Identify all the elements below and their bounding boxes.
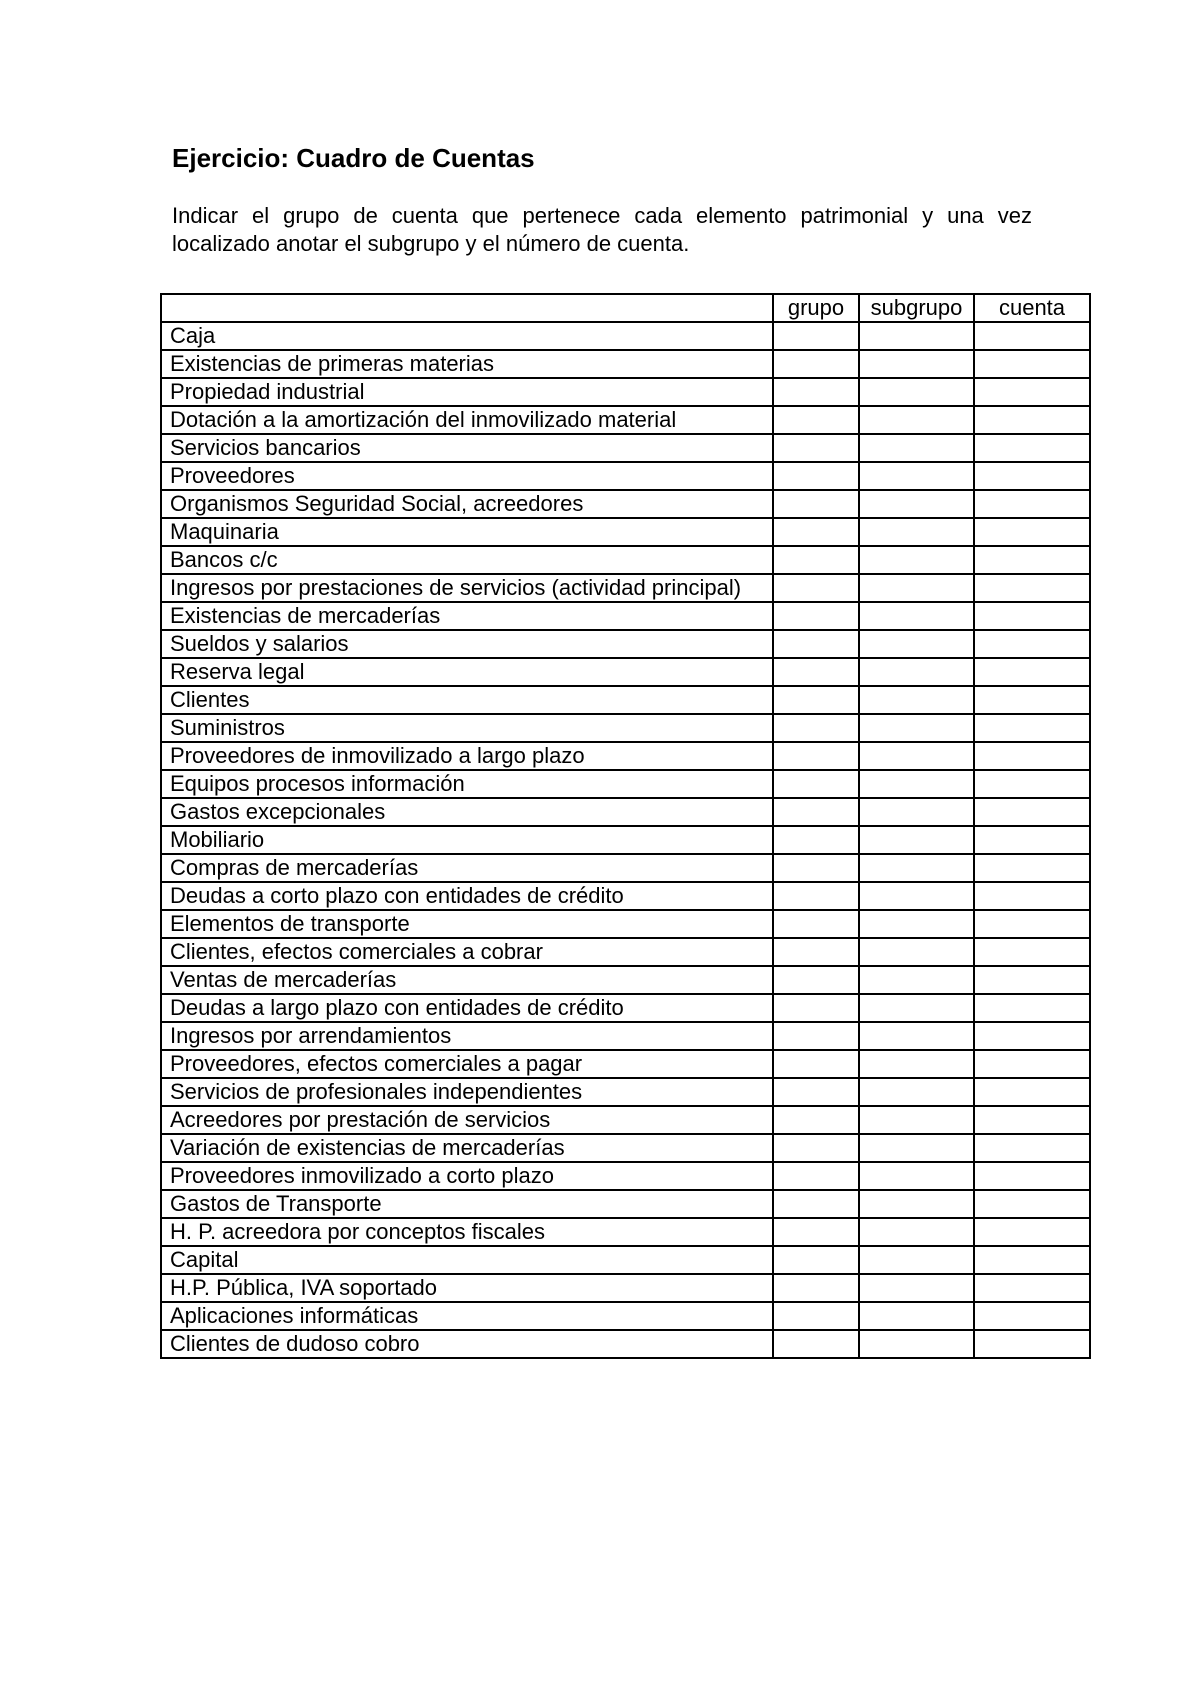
accounts-table <box>160 293 1091 1359</box>
subgrupo-cell[interactable] <box>859 1134 974 1162</box>
table-row <box>161 742 1090 770</box>
grupo-cell[interactable] <box>773 574 859 602</box>
grupo-cell[interactable] <box>773 994 859 1022</box>
grupo-cell[interactable] <box>773 742 859 770</box>
row-label: Variación de existencias de mercaderías <box>161 1134 773 1162</box>
table-row <box>161 714 1090 742</box>
subgrupo-cell[interactable] <box>859 966 974 994</box>
table-row <box>161 1190 1090 1218</box>
cuenta-cell[interactable] <box>974 1302 1090 1330</box>
cuenta-cell[interactable] <box>974 490 1090 518</box>
subgrupo-cell[interactable] <box>859 1162 974 1190</box>
subgrupo-cell[interactable] <box>859 994 974 1022</box>
grupo-cell[interactable] <box>773 1134 859 1162</box>
cuenta-cell[interactable] <box>974 518 1090 546</box>
table-row <box>161 1246 1090 1274</box>
table-row <box>161 966 1090 994</box>
grupo-cell[interactable] <box>773 1246 859 1274</box>
row-label: Proveedores inmovilizado a corto plazo <box>161 1162 773 1190</box>
grupo-cell[interactable] <box>773 1330 859 1358</box>
table-row <box>161 462 1090 490</box>
grupo-cell[interactable] <box>773 518 859 546</box>
grupo-cell[interactable] <box>773 966 859 994</box>
grupo-cell[interactable] <box>773 602 859 630</box>
header-concept <box>161 294 773 322</box>
table-row <box>161 770 1090 798</box>
table-row <box>161 938 1090 966</box>
table-row <box>161 1218 1090 1246</box>
row-label: H. P. acreedora por conceptos fiscales <box>161 1218 773 1246</box>
table-row <box>161 910 1090 938</box>
grupo-cell[interactable] <box>773 686 859 714</box>
subgrupo-cell[interactable] <box>859 490 974 518</box>
grupo-cell[interactable] <box>773 546 859 574</box>
header-grupo: grupo <box>773 294 859 322</box>
table-row <box>161 994 1090 1022</box>
row-label: Suministros <box>161 714 773 742</box>
cuenta-cell[interactable] <box>974 798 1090 826</box>
subgrupo-cell[interactable] <box>859 1106 974 1134</box>
cuenta-cell[interactable] <box>974 1162 1090 1190</box>
grupo-cell[interactable] <box>773 1218 859 1246</box>
page-title: Ejercicio: Cuadro de Cuentas <box>172 143 535 173</box>
cuenta-cell[interactable] <box>974 546 1090 574</box>
grupo-cell[interactable] <box>773 434 859 462</box>
row-label: Servicios de profesionales independientes <box>161 1078 773 1106</box>
cuenta-cell[interactable] <box>974 1078 1090 1106</box>
subgrupo-cell[interactable] <box>859 1330 974 1358</box>
table-row <box>161 1050 1090 1078</box>
cuenta-cell[interactable] <box>974 462 1090 490</box>
table-row <box>161 1162 1090 1190</box>
subgrupo-cell[interactable] <box>859 714 974 742</box>
cuenta-cell[interactable] <box>974 686 1090 714</box>
cuenta-cell[interactable] <box>974 322 1090 350</box>
instructions-text: Indicar el grupo de cuenta que pertenece cada elemento patrimonial y una vez localizado anotar el subgrupo y el número de cuenta. <box>172 203 1032 256</box>
grupo-cell[interactable] <box>773 1162 859 1190</box>
subgrupo-cell[interactable] <box>859 770 974 798</box>
grupo-cell[interactable] <box>773 882 859 910</box>
grupo-cell[interactable] <box>773 714 859 742</box>
grupo-cell[interactable] <box>773 322 859 350</box>
subgrupo-cell[interactable] <box>859 518 974 546</box>
row-label: Proveedores de inmovilizado a largo plazo <box>161 742 773 770</box>
row-label: Mobiliario <box>161 826 773 854</box>
header-cuenta: cuenta <box>974 294 1090 322</box>
grupo-cell[interactable] <box>773 490 859 518</box>
row-label: Clientes de dudoso cobro <box>161 1330 773 1358</box>
table-row <box>161 1078 1090 1106</box>
row-label: Proveedores <box>161 462 773 490</box>
table-row <box>161 1302 1090 1330</box>
row-label: Deudas a corto plazo con entidades de crédito <box>161 882 773 910</box>
row-label: Organismos Seguridad Social, acreedores <box>161 490 773 518</box>
subgrupo-cell[interactable] <box>859 434 974 462</box>
grupo-cell[interactable] <box>773 658 859 686</box>
table-row <box>161 350 1090 378</box>
table-row <box>161 1134 1090 1162</box>
cuenta-cell[interactable] <box>974 1050 1090 1078</box>
table-row <box>161 546 1090 574</box>
subgrupo-cell[interactable] <box>859 938 974 966</box>
cuenta-cell[interactable] <box>974 350 1090 378</box>
row-label: Caja <box>161 322 773 350</box>
subgrupo-cell[interactable] <box>859 658 974 686</box>
row-label: Ingresos por prestaciones de servicios (actividad principal) <box>161 574 773 602</box>
row-label: Servicios bancarios <box>161 434 773 462</box>
grupo-cell[interactable] <box>773 854 859 882</box>
subgrupo-cell[interactable] <box>859 1218 974 1246</box>
row-label: H.P. Pública, IVA soportado <box>161 1274 773 1302</box>
row-label: Aplicaciones informáticas <box>161 1302 773 1330</box>
subgrupo-cell[interactable] <box>859 1022 974 1050</box>
subgrupo-cell[interactable] <box>859 406 974 434</box>
cuenta-cell[interactable] <box>974 966 1090 994</box>
row-label: Maquinaria <box>161 518 773 546</box>
subgrupo-cell[interactable] <box>859 798 974 826</box>
cuenta-cell[interactable] <box>974 742 1090 770</box>
table-row <box>161 602 1090 630</box>
subgrupo-cell[interactable] <box>859 854 974 882</box>
cuenta-cell[interactable] <box>974 882 1090 910</box>
cuenta-cell[interactable] <box>974 1134 1090 1162</box>
grupo-cell[interactable] <box>773 406 859 434</box>
cuenta-cell[interactable] <box>974 630 1090 658</box>
cuenta-cell[interactable] <box>974 910 1090 938</box>
row-label: Deudas a largo plazo con entidades de crédito <box>161 994 773 1022</box>
grupo-cell[interactable] <box>773 630 859 658</box>
subgrupo-cell[interactable] <box>859 546 974 574</box>
grupo-cell[interactable] <box>773 462 859 490</box>
subgrupo-cell[interactable] <box>859 574 974 602</box>
grupo-cell[interactable] <box>773 826 859 854</box>
grupo-cell[interactable] <box>773 1302 859 1330</box>
table-row <box>161 1106 1090 1134</box>
grupo-cell[interactable] <box>773 350 859 378</box>
row-label: Dotación a la amortización del inmovilizado material <box>161 406 773 434</box>
table-row <box>161 406 1090 434</box>
table-row <box>161 1022 1090 1050</box>
row-label: Gastos excepcionales <box>161 798 773 826</box>
cuenta-cell[interactable] <box>974 1274 1090 1302</box>
grupo-cell[interactable] <box>773 1022 859 1050</box>
row-label: Bancos c/c <box>161 546 773 574</box>
subgrupo-cell[interactable] <box>859 1246 974 1274</box>
table-row <box>161 882 1090 910</box>
table-body <box>161 322 1090 1358</box>
cuenta-cell[interactable] <box>974 378 1090 406</box>
row-label: Reserva legal <box>161 658 773 686</box>
row-label: Propiedad industrial <box>161 378 773 406</box>
cuenta-cell[interactable] <box>974 938 1090 966</box>
cuenta-cell[interactable] <box>974 1246 1090 1274</box>
cuenta-cell[interactable] <box>974 434 1090 462</box>
subgrupo-cell[interactable] <box>859 322 974 350</box>
grupo-cell[interactable] <box>773 378 859 406</box>
row-label: Existencias de primeras materias <box>161 350 773 378</box>
table-row <box>161 1274 1090 1302</box>
subgrupo-cell[interactable] <box>859 462 974 490</box>
subgrupo-cell[interactable] <box>859 882 974 910</box>
grupo-cell[interactable] <box>773 910 859 938</box>
cuenta-cell[interactable] <box>974 574 1090 602</box>
subgrupo-cell[interactable] <box>859 742 974 770</box>
grupo-cell[interactable] <box>773 1078 859 1106</box>
row-label: Equipos procesos información <box>161 770 773 798</box>
table-row <box>161 490 1090 518</box>
subgrupo-cell[interactable] <box>859 378 974 406</box>
subgrupo-cell[interactable] <box>859 826 974 854</box>
row-label: Clientes, efectos comerciales a cobrar <box>161 938 773 966</box>
header-subgrupo: subgrupo <box>859 294 974 322</box>
cuenta-cell[interactable] <box>974 1022 1090 1050</box>
grupo-cell[interactable] <box>773 770 859 798</box>
table-row <box>161 434 1090 462</box>
cuenta-cell[interactable] <box>974 406 1090 434</box>
grupo-cell[interactable] <box>773 1274 859 1302</box>
row-label: Compras de mercaderías <box>161 854 773 882</box>
table-row <box>161 630 1090 658</box>
table-row <box>161 854 1090 882</box>
table-row <box>161 798 1090 826</box>
subgrupo-cell[interactable] <box>859 602 974 630</box>
subgrupo-cell[interactable] <box>859 630 974 658</box>
row-label: Gastos de Transporte <box>161 1190 773 1218</box>
grupo-cell[interactable] <box>773 938 859 966</box>
subgrupo-cell[interactable] <box>859 1078 974 1106</box>
subgrupo-cell[interactable] <box>859 910 974 938</box>
cuenta-cell[interactable] <box>974 602 1090 630</box>
cuenta-cell[interactable] <box>974 658 1090 686</box>
cuenta-cell[interactable] <box>974 1190 1090 1218</box>
grupo-cell[interactable] <box>773 1050 859 1078</box>
subgrupo-cell[interactable] <box>859 1274 974 1302</box>
cuenta-cell[interactable] <box>974 1330 1090 1358</box>
row-label: Acreedores por prestación de servicios <box>161 1106 773 1134</box>
subgrupo-cell[interactable] <box>859 1302 974 1330</box>
cuenta-cell[interactable] <box>974 770 1090 798</box>
table-row <box>161 826 1090 854</box>
subgrupo-cell[interactable] <box>859 1190 974 1218</box>
table-row <box>161 1330 1090 1358</box>
row-label: Ingresos por arrendamientos <box>161 1022 773 1050</box>
row-label: Ventas de mercaderías <box>161 966 773 994</box>
row-label: Elementos de transporte <box>161 910 773 938</box>
cuenta-cell[interactable] <box>974 854 1090 882</box>
cuenta-cell[interactable] <box>974 1218 1090 1246</box>
subgrupo-cell[interactable] <box>859 350 974 378</box>
subgrupo-cell[interactable] <box>859 686 974 714</box>
row-label: Proveedores, efectos comerciales a pagar <box>161 1050 773 1078</box>
table-row <box>161 686 1090 714</box>
row-label: Existencias de mercaderías <box>161 602 773 630</box>
table-row <box>161 574 1090 602</box>
table-header-row <box>161 294 1090 322</box>
table-row <box>161 658 1090 686</box>
grupo-cell[interactable] <box>773 798 859 826</box>
grupo-cell[interactable] <box>773 1106 859 1134</box>
cuenta-cell[interactable] <box>974 1106 1090 1134</box>
row-label: Clientes <box>161 686 773 714</box>
subgrupo-cell[interactable] <box>859 1050 974 1078</box>
table-row <box>161 322 1090 350</box>
table-row <box>161 378 1090 406</box>
row-label: Capital <box>161 1246 773 1274</box>
row-label: Sueldos y salarios <box>161 630 773 658</box>
cuenta-cell[interactable] <box>974 714 1090 742</box>
table-row <box>161 518 1090 546</box>
cuenta-cell[interactable] <box>974 826 1090 854</box>
grupo-cell[interactable] <box>773 1190 859 1218</box>
cuenta-cell[interactable] <box>974 994 1090 1022</box>
